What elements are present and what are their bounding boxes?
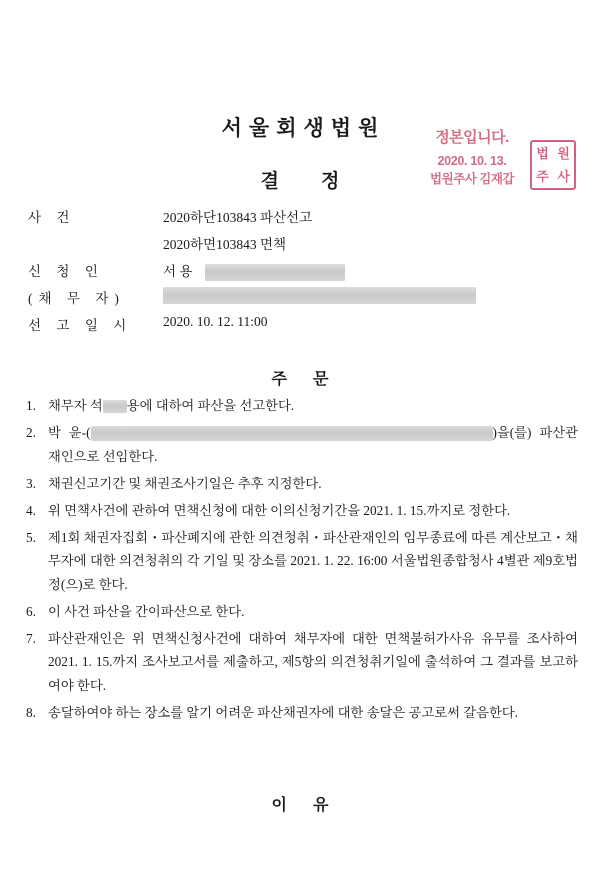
- item-text: 제1회 채권자집회・파산폐지에 관한 의견청취・파산관재인의 임무종료에 따른 계산보고・채무자에 대한 의견청취의 각 기일 및 장소를 2021. 1. 22. 16:00 서울법원종합청사 4별관 제9호법정(으)로 한다.: [48, 529, 578, 592]
- applicant-name: 서 용: [163, 264, 193, 279]
- item-text: 채권신고기간 및 채권조사기일은 추후 지정한다.: [48, 475, 322, 491]
- document-type-heading: 결정: [260, 171, 382, 192]
- item-text-after: 용에 대하여 파산을 선고한다.: [126, 398, 295, 413]
- item-number: 7.: [26, 630, 36, 646]
- case-info-row-case-number: [28, 206, 573, 233]
- list-item: [26, 499, 578, 523]
- section-heading-iyu: 이유: [271, 797, 355, 814]
- item-number: 4.: [26, 502, 36, 518]
- item-text: 위 면책사건에 관하여 면책신청에 대한 이의신청기간을 2021. 1. 15.까지로 정한다.: [48, 502, 511, 518]
- item-number: 6.: [26, 603, 36, 619]
- list-item: [26, 627, 578, 698]
- item-text-after: )을(를) 파산관재인으로 선임한다.: [48, 425, 578, 464]
- case-info-value-2: 2020하면103843 면책: [163, 237, 287, 252]
- list-item: [26, 421, 578, 468]
- redaction-bar: [91, 426, 493, 441]
- decision-items-list: [26, 394, 578, 728]
- certification-stamp-text: [418, 128, 526, 188]
- applicant-value: [163, 260, 345, 281]
- redaction-bar: [103, 400, 127, 413]
- debtor-value: [163, 287, 476, 304]
- list-item: [26, 394, 578, 418]
- item-text: [48, 421, 578, 468]
- redaction-bar: [205, 264, 345, 281]
- case-info-block: [28, 206, 573, 341]
- item-number: 3.: [26, 475, 36, 491]
- list-item: [26, 600, 578, 624]
- decision-time-label: 선 고 일 시: [28, 318, 133, 333]
- case-info-row-debtor: [28, 287, 573, 314]
- case-info-row-applicant: [28, 260, 573, 287]
- court-title: 서울회생법원: [221, 116, 386, 140]
- case-info-row-decision-time: [28, 314, 573, 341]
- item-text-before: 채무자 석: [48, 398, 103, 413]
- official-seal-icon: [530, 140, 576, 190]
- item-text: 파산관재인은 위 면책신청사건에 대하여 채무자에 대한 면책불허가사유 유무를 조사하여 2021. 1. 15.까지 조사보고서를 제출하고, 제5항의 의견청취기일에 출석하여 그 결과를 보고하여야 한다.: [48, 630, 578, 693]
- case-info-value: 2020하단103843 파산선고: [163, 210, 313, 225]
- item-text: [48, 394, 578, 418]
- seal-char-4: 사: [557, 169, 570, 184]
- certification-clerk: 법원주사 김재갑: [430, 172, 514, 186]
- list-item: [26, 526, 578, 597]
- item-text: 송달하여야 하는 장소를 알기 어려운 파산채권자에 대한 송달은 공고로써 갈음한다.: [48, 704, 518, 720]
- item-text-before: 박 윤-(: [48, 425, 91, 440]
- seal-char-3: 주: [536, 169, 549, 184]
- item-number: 5.: [26, 529, 36, 545]
- item-number: 2.: [26, 425, 36, 440]
- decision-time-value: 2020. 10. 12. 11:00: [163, 314, 268, 329]
- list-item: [26, 472, 578, 496]
- item-number: 1.: [26, 398, 36, 413]
- case-info-label: 사 건: [28, 210, 76, 225]
- list-item: [26, 701, 578, 725]
- debtor-label: (채 무 자): [28, 291, 125, 306]
- certification-date: 2020. 10. 13.: [437, 154, 507, 168]
- case-info-row-case-number-2: [28, 233, 573, 260]
- seal-char-1: 법: [536, 146, 549, 161]
- applicant-label: 신 청 인: [28, 264, 104, 279]
- item-text: 이 사건 파산을 간이파산으로 한다.: [48, 603, 245, 619]
- redaction-bar: [163, 287, 476, 304]
- certification-line-1: 정본입니다.: [435, 129, 509, 146]
- section-heading-jumun: 주문: [271, 371, 355, 388]
- seal-char-2: 원: [557, 146, 570, 161]
- item-number: 8.: [26, 704, 36, 720]
